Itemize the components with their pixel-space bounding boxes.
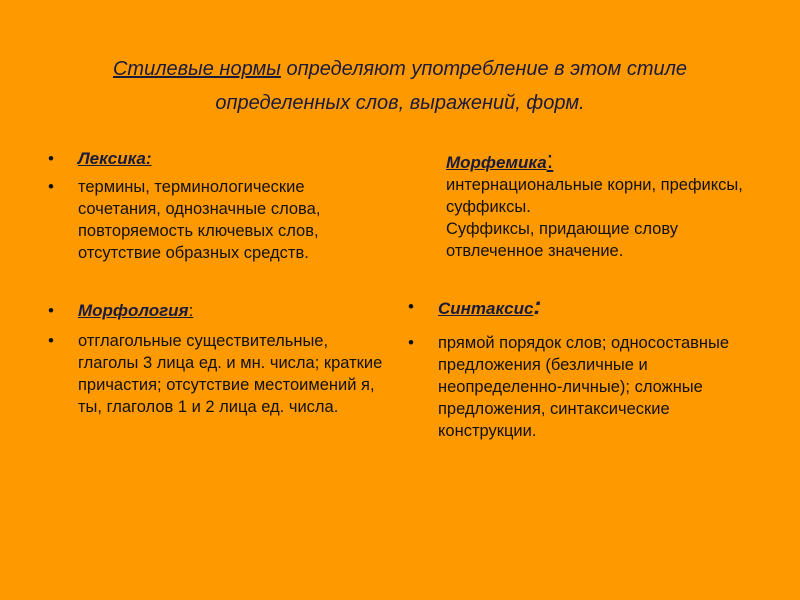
morphology-block: [48, 300, 388, 418]
morphemics-heading: Морфемика: [446, 153, 547, 172]
syntax-text: прямой порядок слов; односоставные предложения (безличные и неопределенно-личные); сложные предложения, синтаксические конструкции.: [438, 334, 730, 440]
syntax-colon: :: [533, 293, 542, 320]
morphemics-text2: Суффиксы, придающие слову отвлеченное значение.: [446, 220, 678, 260]
title-line2: определенных слов, выражений, форм.: [215, 92, 585, 114]
morphemics-text1: интернациональные корни, префиксы, суффиксы.: [446, 176, 743, 216]
morphology-heading: Морфология: [78, 301, 189, 320]
bullet: •: [408, 297, 414, 316]
morphology-text: отглагольные существительные, глаголы 3 лица ед. и мн. числа; краткие причастия; отсутствие местоимений я, ты, глаголов 1 и 2 лица ед. числа.: [78, 332, 383, 416]
lexicon-text: термины, терминологические сочетания, однозначные слова, повторяемость ключевых слов, отсутствие образных средств.: [78, 178, 321, 262]
syntax-block: [408, 293, 758, 442]
title-underlined: Стилевые нормы: [112, 58, 281, 80]
lexicon-heading: Лексика:: [78, 149, 152, 168]
bullet: •: [408, 333, 414, 352]
morphemics-block: [446, 147, 746, 262]
bullet: •: [48, 177, 54, 196]
bullet: •: [48, 149, 54, 168]
syntax-heading: Синтаксис: [438, 299, 534, 318]
title-line1: определяют употребление в этом стиле: [280, 58, 688, 80]
morphology-colon: :: [188, 301, 194, 320]
bullet: •: [48, 301, 54, 320]
morphemics-colon: :: [546, 147, 554, 174]
lexicon-block: [48, 148, 388, 264]
slide-title: [60, 52, 740, 120]
bullet: •: [48, 331, 54, 350]
